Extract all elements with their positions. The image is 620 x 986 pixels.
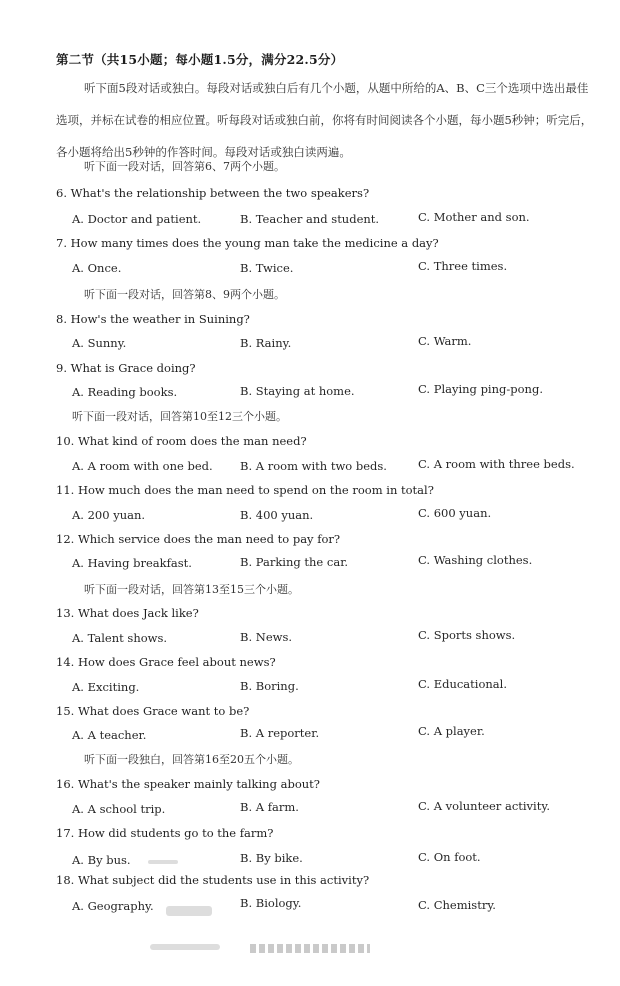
question-12: 12. Which service does the man need to pay for? bbox=[56, 532, 341, 546]
q13-option-c[interactable]: C. Sports shows. bbox=[418, 628, 516, 642]
q7-option-b[interactable]: B. Twice. bbox=[240, 261, 294, 275]
q17-option-b[interactable]: B. By bike. bbox=[240, 851, 303, 865]
question-6: 6. What's the relationship between the two speakers? bbox=[56, 186, 370, 200]
question-7: 7. How many times does the young man take the medicine a day? bbox=[56, 236, 439, 250]
instruction-q10-12: 听下面一段对话，回答第10至12三个小题。 bbox=[72, 410, 287, 423]
question-11: 11. How much does the man need to spend on the room in total? bbox=[56, 483, 434, 497]
question-9: 9. What is Grace doing? bbox=[56, 361, 196, 375]
q13-option-a[interactable]: A. Talent shows. bbox=[72, 631, 168, 645]
scan-smudge bbox=[148, 860, 178, 864]
question-18: 18. What subject did the students use in this activity? bbox=[56, 873, 370, 887]
q9-option-c[interactable]: C. Playing ping-pong. bbox=[418, 382, 543, 396]
instruction-q16-20: 听下面一段独白，回答第16至20五个小题。 bbox=[84, 753, 299, 766]
q18-option-a[interactable]: A. Geography. bbox=[72, 899, 154, 913]
q7-option-a[interactable]: A. Once. bbox=[72, 261, 122, 275]
q12-option-c[interactable]: C. Washing clothes. bbox=[418, 553, 533, 567]
q16-option-a[interactable]: A. A school trip. bbox=[72, 802, 166, 816]
q11-option-b[interactable]: B. 400 yuan. bbox=[240, 508, 314, 522]
q6-option-b[interactable]: B. Teacher and student. bbox=[240, 212, 380, 226]
question-8: 8. How's the weather in Suining? bbox=[56, 312, 250, 326]
q18-option-b[interactable]: B. Biology. bbox=[240, 896, 302, 910]
q17-option-a[interactable]: A. By bus. bbox=[72, 853, 131, 867]
q8-option-a[interactable]: A. Sunny. bbox=[72, 336, 127, 350]
q6-option-a[interactable]: A. Doctor and patient. bbox=[72, 212, 202, 226]
q6-option-c[interactable]: C. Mother and son. bbox=[418, 210, 530, 224]
question-14: 14. How does Grace feel about news? bbox=[56, 655, 276, 669]
q14-option-c[interactable]: C. Educational. bbox=[418, 677, 507, 691]
question-17: 17. How did students go to the farm? bbox=[56, 826, 274, 840]
question-16: 16. What's the speaker mainly talking about? bbox=[56, 777, 320, 791]
q15-option-a[interactable]: A. A teacher. bbox=[72, 728, 147, 742]
q18-option-c[interactable]: C. Chemistry. bbox=[418, 898, 496, 912]
q9-option-a[interactable]: A. Reading books. bbox=[72, 385, 178, 399]
section-title: 第二节（共15小题；每小题1.5分，满分22.5分） bbox=[56, 52, 344, 67]
q15-option-c[interactable]: C. A player. bbox=[418, 724, 485, 738]
q8-option-b[interactable]: B. Rainy. bbox=[240, 336, 292, 350]
question-10: 10. What kind of room does the man need? bbox=[56, 434, 307, 448]
q11-option-c[interactable]: C. 600 yuan. bbox=[418, 506, 492, 520]
page-footer-mark bbox=[250, 944, 370, 953]
scan-smudge bbox=[150, 944, 220, 950]
question-13: 13. What does Jack like? bbox=[56, 606, 199, 620]
q14-option-b[interactable]: B. Boring. bbox=[240, 679, 299, 693]
q10-option-c[interactable]: C. A room with three beds. bbox=[418, 457, 575, 471]
q10-option-a[interactable]: A. A room with one bed. bbox=[72, 459, 213, 473]
q12-option-b[interactable]: B. Parking the car. bbox=[240, 555, 349, 569]
q10-option-b[interactable]: B. A room with two beds. bbox=[240, 459, 387, 473]
instruction-q8-9: 听下面一段对话，回答第8、9两个小题。 bbox=[84, 288, 285, 301]
question-15: 15. What does Grace want to be? bbox=[56, 704, 250, 718]
q14-option-a[interactable]: A. Exciting. bbox=[72, 680, 140, 694]
q7-option-c[interactable]: C. Three times. bbox=[418, 259, 508, 273]
section-directions: 听下面5段对话或独白。每段对话或独白后有几个小题，从题中所给的A、B、C三个选项中选出最佳选项，并标在试卷的相应位置。听每段对话或独白前，你将有时间阅读各个小题，每小题5秒钟；听完后，各小题将给出5秒钟的作答时间。每段对话或独白读两遍。 bbox=[56, 81, 593, 159]
q16-option-b[interactable]: B. A farm. bbox=[240, 800, 299, 814]
q9-option-b[interactable]: B. Staying at home. bbox=[240, 384, 355, 398]
q8-option-c[interactable]: C. Warm. bbox=[418, 334, 472, 348]
scan-smudge bbox=[166, 906, 212, 916]
q12-option-a[interactable]: A. Having breakfast. bbox=[72, 556, 192, 570]
q13-option-b[interactable]: B. News. bbox=[240, 630, 293, 644]
instruction-q13-15: 听下面一段对话，回答第13至15三个小题。 bbox=[84, 583, 299, 596]
instruction-q6-7: 听下面一段对话，回答第6、7两个小题。 bbox=[84, 160, 285, 173]
q17-option-c[interactable]: C. On foot. bbox=[418, 850, 481, 864]
q16-option-c[interactable]: C. A volunteer activity. bbox=[418, 799, 550, 813]
q15-option-b[interactable]: B. A reporter. bbox=[240, 726, 320, 740]
q11-option-a[interactable]: A. 200 yuan. bbox=[72, 508, 146, 522]
